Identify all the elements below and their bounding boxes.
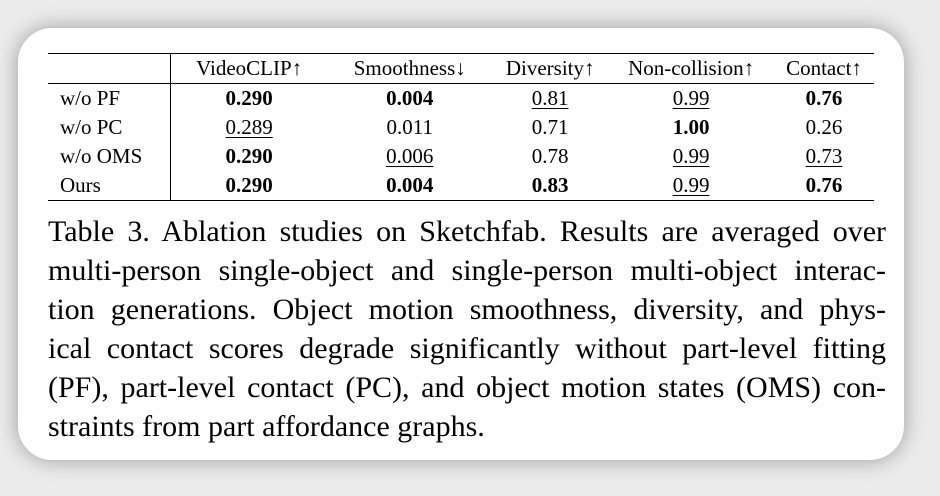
table-cell: [492, 142, 608, 171]
cell-value: 0.289: [225, 115, 273, 139]
caption-line: straints from part affordance graphs.: [48, 410, 485, 443]
cell-value: 0.004: [386, 173, 434, 197]
row-label: Ours: [48, 171, 170, 201]
caption-line: Table 3. Ablation studies on Sketchfab. Results are averaged over: [48, 215, 886, 248]
table-cell: [608, 84, 774, 114]
table-cell: [492, 171, 608, 201]
table-cell: [774, 113, 874, 142]
cell-value: 0.71: [531, 115, 569, 139]
header-non-collision: Non-collision↑: [628, 56, 755, 80]
row-label: w/o PC: [48, 113, 170, 142]
table-cell: [492, 113, 608, 142]
cell-value: 0.76: [805, 173, 843, 197]
table-row: [48, 171, 874, 201]
cell-value: 0.78: [531, 144, 569, 168]
row-label: w/o OMS: [48, 142, 170, 171]
cell-value: 0.006: [386, 144, 434, 168]
cell-value: 0.73: [805, 144, 843, 168]
cell-value: 0.99: [672, 173, 710, 197]
table-cell: [774, 84, 874, 114]
cell-value: 0.76: [805, 86, 843, 110]
caption-line: (PF), part-level contact (PC), and object motion states (OMS) con-: [48, 371, 886, 404]
cell-value: 0.290: [225, 144, 273, 168]
caption-line: tion generations. Object motion smoothness, diversity, and phys-: [48, 293, 886, 326]
header-smoothness: Smoothness↓: [353, 56, 466, 80]
table-cell: [170, 113, 327, 142]
cell-value: 0.004: [386, 86, 434, 110]
table-cell: [327, 113, 492, 142]
header-videoclip: VideoCLIP↑: [196, 56, 303, 80]
cell-value: 0.99: [672, 86, 710, 110]
table-header-row: [48, 54, 874, 84]
table-cell: [327, 84, 492, 114]
row-label: w/o PF: [48, 84, 170, 114]
cell-value: 0.81: [531, 86, 569, 110]
results-table: [48, 53, 874, 201]
table-cell: [170, 142, 327, 171]
table-cell: [170, 84, 327, 114]
header-contact: Contact↑: [786, 56, 862, 80]
table-row: [48, 113, 874, 142]
table-cell: [170, 171, 327, 201]
caption-line: multi-person single-object and single-person multi-object interac-: [48, 254, 886, 287]
table-cell: [327, 171, 492, 201]
table-cell: [492, 84, 608, 114]
table-cell: [774, 142, 874, 171]
cell-value: 0.26: [805, 115, 843, 139]
table-cell: [608, 171, 774, 201]
table-cell: [327, 142, 492, 171]
table-cell: [774, 171, 874, 201]
table-row: [48, 84, 874, 114]
table-cell: [608, 113, 774, 142]
cell-value: 0.83: [531, 173, 569, 197]
header-cell-empty: [48, 54, 170, 84]
cell-value: 1.00: [672, 115, 710, 139]
cell-value: 0.011: [386, 115, 433, 139]
table-row: [48, 142, 874, 171]
cell-value: 0.290: [225, 173, 273, 197]
table-body: [48, 84, 874, 201]
caption-line: ical contact scores degrade significantly without part-level fitting: [48, 332, 886, 365]
header-diversity: Diversity↑: [505, 56, 595, 80]
table-caption: [48, 212, 886, 446]
cell-value: 0.290: [225, 86, 273, 110]
figure-card: [18, 28, 904, 460]
table-cell: [608, 142, 774, 171]
cell-value: 0.99: [672, 144, 710, 168]
